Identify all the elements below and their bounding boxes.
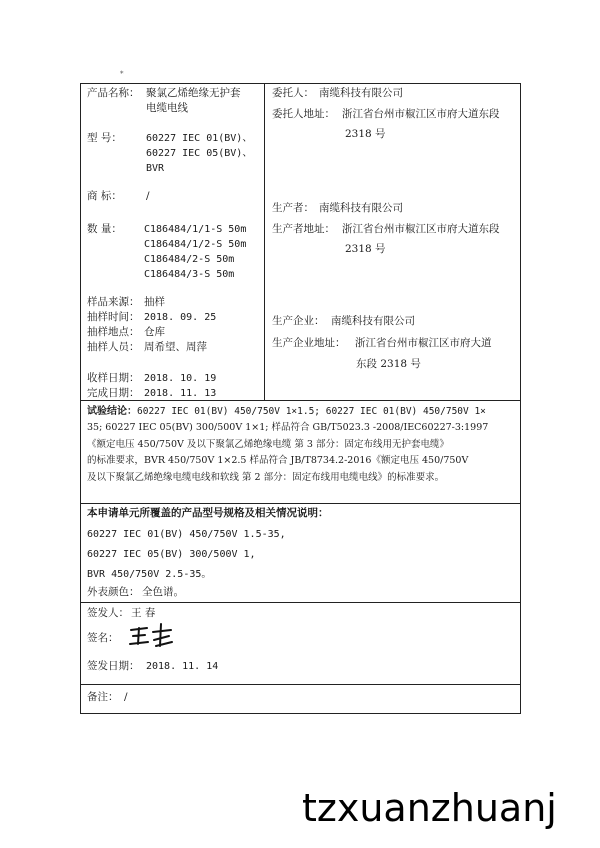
- row-divider-coverage: [80, 503, 521, 504]
- client-value: 南缆科技有限公司: [319, 87, 403, 99]
- coverage-color-label: 外表颜色：: [87, 586, 140, 598]
- conclusion-label: 试验结论：: [87, 406, 137, 417]
- issuer-value: 王 春: [131, 607, 156, 619]
- conclusion-line-3: 《额定电压 450/750V 及以下聚氯乙烯绝缘电缆 第 3 部分：固定布线用无护套电缆》: [87, 439, 449, 450]
- client-label: 委托人：: [272, 87, 314, 99]
- producer-value: 南缆科技有限公司: [319, 202, 403, 214]
- received-date-label: 收样日期：: [87, 372, 140, 384]
- sample-source-value: 抽样: [144, 296, 165, 308]
- producer-address-label: 生产者地址：: [272, 223, 335, 235]
- product-name-value-2: 电缆电线: [146, 102, 188, 114]
- producer-label: 生产者：: [272, 202, 314, 214]
- coverage-line-1: 60227 IEC 01(BV) 450/750V 1.5-35,: [87, 529, 286, 540]
- coverage-color-value: 全色谱。: [142, 586, 184, 598]
- issue-date-value: 2018. 11. 14: [146, 661, 219, 672]
- model-line-2: 60227 IEC 05(BV)、: [146, 148, 253, 159]
- sample-source-label: 样品来源：: [87, 296, 140, 308]
- manufacturer-label: 生产企业：: [272, 315, 325, 327]
- handwritten-signature: [127, 622, 177, 648]
- brand-value: /: [146, 190, 150, 202]
- row-divider-remarks: [80, 684, 521, 685]
- quantity-line-4: C186484/3-S 50m: [144, 269, 235, 280]
- producer-address-value-2: 2318 号: [345, 243, 386, 255]
- coverage-line-3: BVR 450/750V 2.5-35。: [87, 569, 212, 580]
- client-address-value-1: 浙江省台州市椒江区市府大道东段: [342, 108, 500, 120]
- watermark-text: tzxuanzhuanj: [302, 786, 557, 830]
- sampling-time-label: 抽样时间：: [87, 311, 140, 323]
- column-divider: [264, 83, 265, 400]
- quantity-line-3: C186484/2-S 50m: [144, 254, 235, 265]
- sampling-place-value: 仓库: [144, 326, 165, 338]
- completed-date-value: 2018. 11. 13: [144, 388, 217, 399]
- conclusion-line-2: 35; 60227 IEC 05(BV) 300/500V 1×1; 样品符合 GB/T5023.3 -2008/IEC60227-3:1997: [87, 422, 489, 433]
- conclusion-line-4: 的标准要求，BVR 450/750V 1×2.5 样品符合 JB/T8734.2-2016《额定电压 450/750V: [87, 455, 469, 466]
- product-name-label: 产品名称：: [87, 87, 140, 99]
- conclusion-line-1: 试验结论：60227 IEC 01(BV) 450/750V 1×1.5; 60227 IEC 01(BV) 450/750V 1×: [87, 406, 486, 417]
- quantity-line-1: C186484/1/1-S 50m: [144, 224, 247, 235]
- coverage-title: 本申请单元所覆盖的产品型号规格及相关情况说明：: [87, 507, 329, 519]
- model-line-3: BVR: [146, 163, 165, 174]
- manufacturer-address-value-2: 东段 2318 号: [356, 358, 421, 370]
- issuer-label: 签发人：: [87, 607, 129, 619]
- coverage-line-2: 60227 IEC 05(BV) 300/500V 1,: [87, 549, 256, 560]
- manufacturer-address-value-1: 浙江省台州市椒江区市府大道: [355, 337, 492, 349]
- received-date-value: 2018. 10. 19: [144, 373, 217, 384]
- manufacturer-value: 南缆科技有限公司: [331, 315, 415, 327]
- manufacturer-address-label: 生产企业地址：: [272, 337, 346, 349]
- completed-date-label: 完成日期：: [87, 387, 140, 399]
- quantity-line-2: C186484/1/2-S 50m: [144, 239, 247, 250]
- sampler-value: 周希望、周萍: [144, 341, 207, 353]
- sampling-place-label: 抽样地点：: [87, 326, 140, 338]
- sampler-label: 抽样人员：: [87, 341, 140, 353]
- producer-address-value-1: 浙江省台州市椒江区市府大道东段: [342, 223, 500, 235]
- conclusion-line-5: 及以下聚氯乙烯绝缘电缆电线和软线 第 2 部分：固定布线用电缆电线》的标准要求。: [87, 472, 445, 483]
- remarks-value: /: [124, 691, 128, 703]
- product-name-value-1: 聚氯乙烯绝缘无护套: [146, 87, 241, 99]
- model-line-1: 60227 IEC 01(BV)、: [146, 133, 253, 144]
- client-address-value-2: 2318 号: [345, 128, 386, 140]
- client-address-label: 委托人地址：: [272, 108, 335, 120]
- sampling-time-value: 2018. 09. 25: [144, 312, 217, 323]
- remarks-label: 备注：: [87, 691, 119, 703]
- brand-label: 商 标：: [87, 190, 122, 202]
- model-label: 型 号：: [87, 132, 122, 144]
- row-divider-issuer: [80, 602, 521, 603]
- signature-label: 签名：: [87, 632, 119, 644]
- issue-date-label: 签发日期：: [87, 660, 140, 672]
- quantity-label: 数 量：: [87, 223, 122, 235]
- corner-mark: *: [120, 70, 124, 78]
